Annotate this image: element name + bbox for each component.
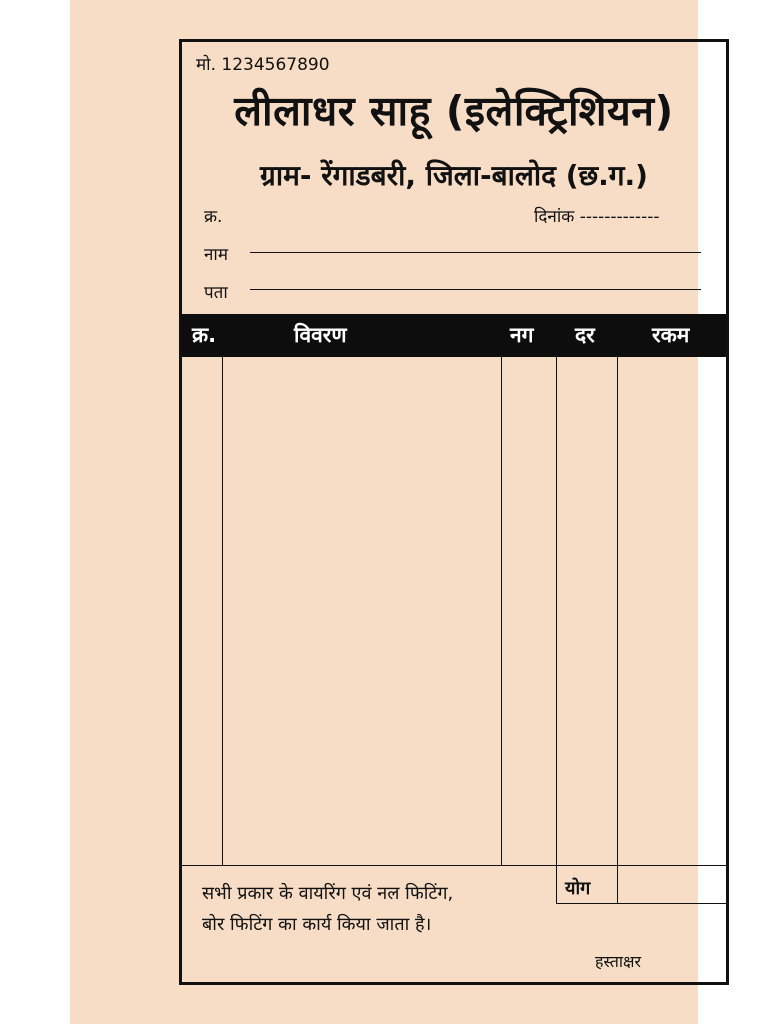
address-line[interactable] (250, 289, 701, 290)
column-divider-rate (617, 357, 618, 903)
column-header-amount: रकम (652, 323, 690, 347)
column-header-quantity: नग (510, 323, 534, 347)
address-label: पता (204, 283, 228, 303)
total-label: योग (565, 878, 591, 899)
services-note (202, 878, 453, 940)
column-header-rate: दर (575, 323, 595, 347)
column-divider-serial (222, 357, 223, 865)
mobile-number: मो. 1234567890 (196, 55, 330, 75)
name-line[interactable] (250, 252, 701, 253)
name-label: नाम (204, 245, 229, 265)
business-title: लीलाधर साहू (इलेक्ट्रिशियन) (234, 87, 674, 135)
signature-label: हस्ताक्षर (595, 952, 642, 971)
services-note-line-1: सभी प्रकार के वायरिंग एवं नल फिटिंग, (202, 883, 454, 904)
column-divider-description (501, 357, 502, 865)
table-bottom-rule (182, 865, 726, 866)
column-header-description: विवरण (294, 323, 347, 347)
date-field[interactable]: दिनांक ------------- (534, 207, 660, 227)
bill-form (179, 39, 729, 985)
table-header (182, 314, 726, 357)
column-header-serial: क्र. (192, 323, 217, 347)
bill-paper (70, 0, 698, 1024)
business-address: ग्राम- रेंगाडबरी, जिला-बालोद (छ.ग.) (260, 159, 648, 192)
services-note-line-2: बोर फिटिंग का कार्य किया जाता है। (202, 914, 432, 935)
column-divider-quantity (556, 357, 557, 903)
total-row-rule (556, 903, 726, 904)
serial-label: क्र. (204, 207, 223, 227)
